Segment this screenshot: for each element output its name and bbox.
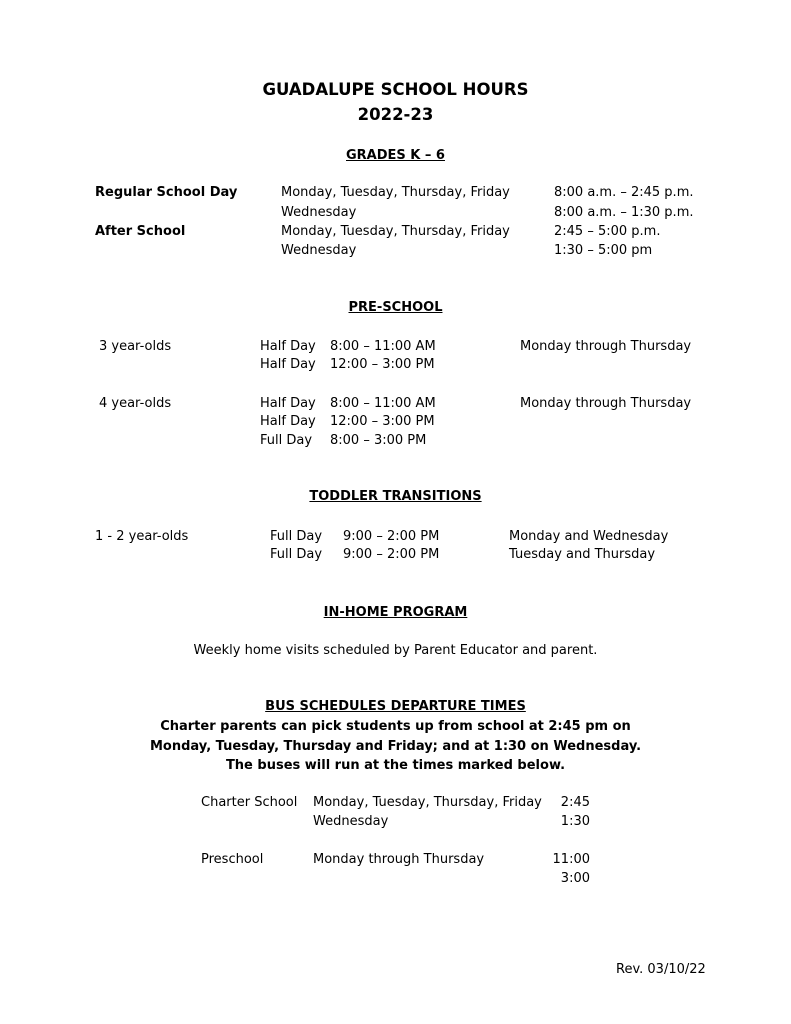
session-time: 12:00 – 3:00 PM	[330, 357, 435, 372]
preschool-heading: PRE-SCHOOL	[348, 300, 443, 315]
inhome-heading: IN-HOME PROGRAM	[323, 605, 468, 620]
session-type: Full Day	[270, 547, 323, 562]
age-group-label: 3 year-olds	[99, 339, 172, 354]
session-days: Monday through Thursday	[520, 396, 692, 411]
session-days: Monday and Wednesday	[509, 529, 669, 544]
session-type: Full Day	[260, 433, 313, 448]
grades-days: Monday, Tuesday, Thursday, Friday	[281, 185, 510, 200]
page-title: GUADALUPE SCHOOL HOURS	[262, 80, 529, 99]
bus-days: Wednesday	[313, 814, 389, 829]
session-time: 8:00 – 3:00 PM	[330, 433, 427, 448]
age-group-label: 4 year-olds	[99, 396, 172, 411]
bus-days: Monday, Tuesday, Thursday, Friday	[313, 795, 542, 810]
toddler-heading: TODDLER TRANSITIONS	[309, 489, 482, 504]
preschool-bus-label: Preschool	[201, 852, 264, 867]
session-type: Half Day	[260, 414, 316, 429]
bus-days: Monday through Thursday	[313, 852, 485, 867]
grades-days: Monday, Tuesday, Thursday, Friday	[281, 224, 510, 239]
charter-school-label: Charter School	[201, 795, 298, 810]
bus-time: 2:45	[560, 795, 590, 810]
session-type: Half Day	[260, 357, 316, 372]
bus-note-line: Monday, Tuesday, Thursday and Friday; and at 1:30 on Wednesday.	[149, 739, 642, 754]
session-time: 8:00 – 11:00 AM	[330, 396, 436, 411]
bus-time: 3:00	[560, 871, 590, 886]
grades-heading: GRADES K – 6	[346, 148, 445, 163]
bus-note-line: The buses will run at the times marked below.	[225, 758, 566, 773]
revision-date: Rev. 03/10/22	[616, 962, 706, 977]
bus-heading: BUS SCHEDULES DEPARTURE TIMES	[265, 699, 526, 714]
school-year: 2022-23	[357, 105, 434, 124]
session-days: Monday through Thursday	[520, 339, 692, 354]
session-days: Tuesday and Thursday	[509, 547, 656, 562]
grades-days: Wednesday	[281, 205, 357, 220]
grades-time: 8:00 a.m. – 2:45 p.m.	[554, 185, 694, 200]
session-time: 8:00 – 11:00 AM	[330, 339, 436, 354]
age-group-label: 1 - 2 year-olds	[95, 529, 189, 544]
session-time: 9:00 – 2:00 PM	[343, 529, 440, 544]
session-type: Full Day	[270, 529, 323, 544]
session-type: Half Day	[260, 339, 316, 354]
bus-time: 1:30	[560, 814, 590, 829]
session-time: 9:00 – 2:00 PM	[343, 547, 440, 562]
regular-day-label: Regular School Day	[95, 185, 238, 200]
session-type: Half Day	[260, 396, 316, 411]
session-time: 12:00 – 3:00 PM	[330, 414, 435, 429]
grades-time: 2:45 – 5:00 p.m.	[554, 224, 661, 239]
grades-days: Wednesday	[281, 243, 357, 258]
bus-time: 11:00	[552, 852, 590, 867]
after-school-label: After School	[95, 224, 186, 239]
grades-time: 1:30 – 5:00 pm	[554, 243, 653, 258]
grades-time: 8:00 a.m. – 1:30 p.m.	[554, 205, 694, 220]
bus-note-line: Charter parents can pick students up from school at 2:45 pm on	[160, 719, 631, 734]
inhome-text: Weekly home visits scheduled by Parent Educator and parent.	[193, 643, 598, 658]
